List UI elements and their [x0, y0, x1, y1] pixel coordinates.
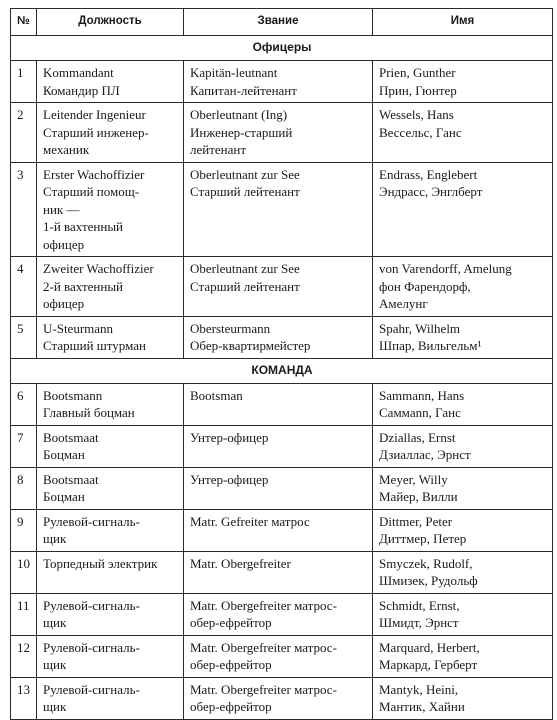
header-name: Имя	[373, 9, 553, 36]
position-cell	[37, 61, 184, 103]
position-cell-line: офицер	[43, 296, 85, 311]
row-number: 3	[11, 162, 37, 257]
row-number: 9	[11, 509, 37, 551]
rank-cell	[184, 383, 373, 425]
position-cell-line: Старший инженер-	[43, 124, 149, 140]
table-row	[11, 593, 553, 635]
section-title: КОМАНДА	[11, 358, 553, 383]
rank-cell-line: Унтер-офицер	[190, 471, 269, 487]
position-cell-line: Erster Wachoffizier	[43, 166, 145, 182]
position-cell	[37, 425, 184, 467]
position-cell	[37, 509, 184, 551]
position-cell-line: щик	[43, 699, 67, 714]
header-rank: Звание	[184, 9, 373, 36]
position-cell-line: Рулевой-сигналь-	[43, 639, 140, 655]
name-cell	[373, 509, 553, 551]
rank-cell	[184, 103, 373, 163]
table-row	[11, 61, 553, 103]
name-cell-line: Прин, Гюнтер	[379, 82, 457, 98]
rank-cell	[184, 316, 373, 358]
position-cell-line: 1-й вахтенный	[43, 219, 124, 234]
rank-cell-line: Инженер-старший	[190, 124, 293, 140]
name-cell-line: Wessels, Hans	[379, 107, 454, 122]
position-cell-line: Торпедный электрик	[43, 555, 158, 571]
name-cell-line: Дзиаллас, Эрнст	[379, 447, 471, 462]
rank-cell-line: Obersteurmann	[190, 320, 271, 336]
rank-cell-line: Matr. Gefreiter матрос	[190, 513, 310, 529]
table-row	[11, 383, 553, 425]
position-cell-line: Старший штурман	[43, 338, 146, 353]
position-cell	[37, 162, 184, 257]
name-cell	[373, 551, 553, 593]
name-cell-line: Майер, Вилли	[379, 489, 458, 504]
header-position: Должность	[37, 9, 184, 36]
row-number: 13	[11, 677, 37, 719]
rank-cell-line: Bootsman	[190, 387, 243, 403]
name-cell-line: фон Фарендорф,	[379, 278, 471, 294]
position-cell	[37, 551, 184, 593]
name-cell	[373, 467, 553, 509]
row-number: 10	[11, 551, 37, 593]
table-header	[11, 9, 553, 36]
crew-table-container	[10, 8, 552, 720]
name-cell-line: Dittmer, Peter	[379, 513, 453, 529]
row-number: 11	[11, 593, 37, 635]
position-cell-line: щик	[43, 615, 67, 630]
rank-cell	[184, 467, 373, 509]
position-cell-line: U-Steurmann	[43, 320, 114, 336]
position-cell-line: Zweiter Wachoffizier	[43, 261, 154, 276]
position-cell	[37, 593, 184, 635]
section-title: Офицеры	[11, 36, 553, 61]
name-cell-line: Marquard, Herbert,	[379, 639, 480, 655]
name-cell-line: Endrass, Englebert	[379, 166, 478, 182]
position-cell-line: Главный боцман	[43, 405, 135, 420]
position-cell	[37, 467, 184, 509]
rank-cell	[184, 61, 373, 103]
rank-cell-line: обер-ефрейтор	[190, 615, 272, 630]
name-cell	[373, 162, 553, 257]
rank-cell	[184, 593, 373, 635]
rank-cell	[184, 635, 373, 677]
rank-cell-line: Oberleutnant zur See	[190, 261, 300, 276]
table-row	[11, 103, 553, 163]
name-cell-line: Dziallas, Ernst	[379, 429, 456, 445]
row-number: 1	[11, 61, 37, 103]
name-cell-line: Шпар, Вильгельм¹	[379, 338, 482, 353]
rank-cell-line: Унтер-офицер	[190, 429, 269, 445]
table-row	[11, 162, 553, 257]
rank-cell-line: Kapitän-leutnant	[190, 65, 278, 80]
name-cell-line: Mantyk, Heini,	[379, 681, 459, 697]
row-number: 8	[11, 467, 37, 509]
position-cell-line: Рулевой-сигналь-	[43, 597, 140, 613]
row-number: 6	[11, 383, 37, 425]
table-body	[11, 36, 553, 720]
rank-cell	[184, 162, 373, 257]
crew-table	[10, 8, 553, 720]
name-cell-line: Шмизек, Рудольф	[379, 573, 478, 588]
name-cell-line: Шмидт, Эрнст	[379, 615, 459, 630]
name-cell-line: Smyczek, Rudolf,	[379, 555, 473, 571]
row-number: 5	[11, 316, 37, 358]
position-cell	[37, 103, 184, 163]
rank-cell	[184, 257, 373, 317]
name-cell-line: Schmidt, Ernst,	[379, 597, 460, 613]
row-number: 12	[11, 635, 37, 677]
table-row	[11, 316, 553, 358]
name-cell-line: Саммann, Ганс	[379, 405, 461, 420]
position-cell-line: Боцман	[43, 489, 85, 504]
rank-cell	[184, 677, 373, 719]
name-cell-line: Маркард, Герберт	[379, 657, 478, 672]
name-cell	[373, 635, 553, 677]
position-cell	[37, 635, 184, 677]
name-cell	[373, 61, 553, 103]
rank-cell-line: Старший лейтенант	[190, 184, 300, 199]
name-cell-line: von Varendorff, Amelung	[379, 261, 512, 276]
name-cell	[373, 257, 553, 317]
position-cell-line: Bootsmaat	[43, 471, 99, 487]
position-cell	[37, 383, 184, 425]
header-row	[11, 9, 553, 36]
row-number: 7	[11, 425, 37, 467]
position-cell-line: Рулевой-сигналь-	[43, 513, 140, 529]
position-cell	[37, 316, 184, 358]
position-cell-line: щик	[43, 531, 67, 546]
position-cell-line: Bootsmann	[43, 387, 103, 403]
position-cell-line: Kommandant	[43, 65, 114, 80]
rank-cell-line: обер-ефрейтор	[190, 699, 272, 714]
name-cell-line: Вессельс, Ганс	[379, 124, 462, 140]
table-row	[11, 467, 553, 509]
name-cell	[373, 103, 553, 163]
table-row	[11, 509, 553, 551]
table-row	[11, 551, 553, 593]
position-cell-line: Старший помощ-	[43, 184, 140, 199]
position-cell-line: Bootsmaat	[43, 429, 99, 445]
position-cell-line: щик	[43, 657, 67, 672]
position-cell-line: 2-й вахтенный	[43, 278, 124, 294]
section-header-row	[11, 36, 553, 61]
table-row	[11, 635, 553, 677]
position-cell-line: Боцман	[43, 447, 85, 462]
position-cell-line: Leitender Ingenieur	[43, 107, 146, 122]
position-cell-line: механик	[43, 142, 90, 157]
row-number: 2	[11, 103, 37, 163]
position-cell-line: Рулевой-сигналь-	[43, 681, 140, 697]
rank-cell-line: Matr. Obergefreiter	[190, 555, 291, 571]
name-cell-line: Sammann, Hans	[379, 387, 465, 403]
position-cell	[37, 677, 184, 719]
name-cell-line: Meyer, Willy	[379, 471, 448, 487]
rank-cell	[184, 551, 373, 593]
rank-cell-line: Matr. Obergefreiter матрос-	[190, 639, 337, 655]
table-row	[11, 677, 553, 719]
rank-cell-line: Капитан-лейтенант	[190, 82, 297, 98]
name-cell	[373, 677, 553, 719]
name-cell-line: Диттмер, Петер	[379, 531, 467, 546]
position-cell	[37, 257, 184, 317]
table-row	[11, 425, 553, 467]
rank-cell-line: Oberleutnant (Ing)	[190, 107, 288, 122]
name-cell-line: Эндрасс, Энглберт	[379, 184, 483, 199]
rank-cell-line: лейтенант	[190, 142, 247, 157]
position-cell-line: Командир ПЛ	[43, 82, 120, 98]
name-cell	[373, 316, 553, 358]
rank-cell-line: Matr. Obergefreiter матрос-	[190, 597, 337, 613]
table-row	[11, 257, 553, 317]
rank-cell-line: Старший лейтенант	[190, 278, 300, 294]
name-cell-line: Мантик, Хайни	[379, 699, 465, 714]
rank-cell	[184, 425, 373, 467]
rank-cell-line: Matr. Obergefreiter матрос-	[190, 681, 337, 697]
rank-cell-line: обер-ефрейтор	[190, 657, 272, 672]
name-cell-line: Амелунг	[379, 296, 428, 311]
position-cell-line: ник —	[43, 201, 80, 217]
name-cell	[373, 425, 553, 467]
name-cell-line: Spahr, Wilhelm	[379, 320, 461, 336]
row-number: 4	[11, 257, 37, 317]
name-cell	[373, 383, 553, 425]
header-number: №	[11, 9, 37, 36]
position-cell-line: офицер	[43, 236, 85, 252]
name-cell-line: Prien, Gunther	[379, 65, 456, 80]
rank-cell-line: Обер-квартирмейстер	[190, 338, 311, 353]
name-cell	[373, 593, 553, 635]
rank-cell-line: Oberleutnant zur See	[190, 166, 300, 182]
section-header-row	[11, 358, 553, 383]
rank-cell	[184, 509, 373, 551]
